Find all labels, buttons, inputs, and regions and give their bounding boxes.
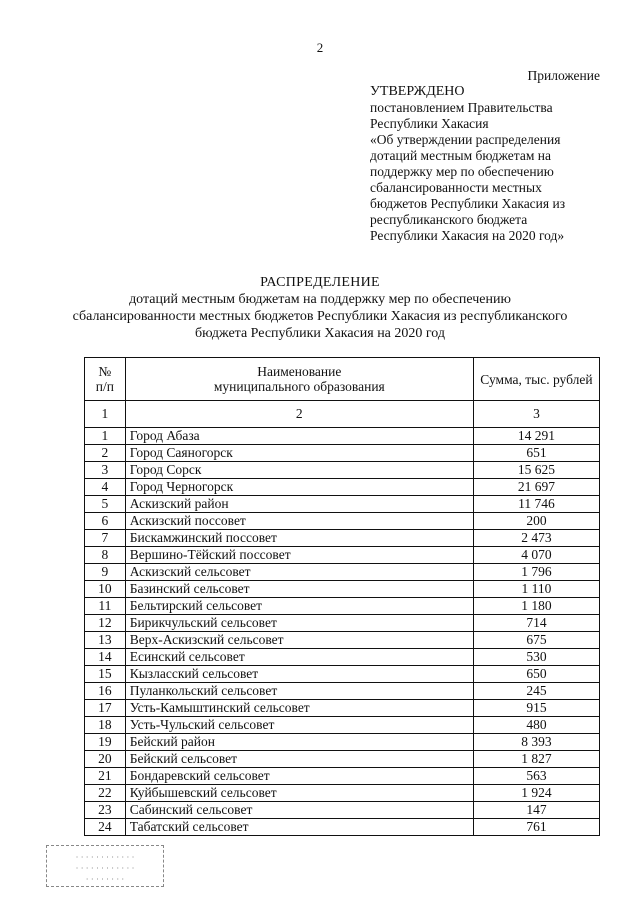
row-sum: 245	[473, 683, 599, 700]
row-number: 24	[85, 819, 126, 836]
row-sum: 761	[473, 819, 599, 836]
row-sum: 563	[473, 768, 599, 785]
approval-line: Республики Хакасия	[370, 116, 489, 131]
table-row	[85, 802, 600, 819]
approval-line: постановлением Правительства	[370, 100, 553, 115]
row-name: Город Сорск	[125, 462, 473, 479]
row-number: 4	[85, 479, 126, 496]
row-number: 1	[85, 428, 126, 445]
column-number: 3	[473, 401, 599, 428]
table-row	[85, 513, 600, 530]
row-name: Куйбышевский сельсовет	[125, 785, 473, 802]
row-name: Аскизский поссовет	[125, 513, 473, 530]
row-sum: 915	[473, 700, 599, 717]
approval-line: бюджетов Республики Хакасия из	[370, 196, 566, 211]
table-row	[85, 547, 600, 564]
row-name: Кызласский сельсовет	[125, 666, 473, 683]
row-name: Пуланкольский сельсовет	[125, 683, 473, 700]
header-number-line2: п/п	[95, 379, 114, 394]
row-sum: 650	[473, 666, 599, 683]
row-sum: 147	[473, 802, 599, 819]
row-sum: 1 924	[473, 785, 599, 802]
row-number: 7	[85, 530, 126, 547]
table-row	[85, 734, 600, 751]
header-name-line2: муниципального образования	[213, 379, 385, 394]
column-number: 2	[125, 401, 473, 428]
appendix-label: Приложение	[527, 68, 600, 83]
row-number: 3	[85, 462, 126, 479]
row-sum: 480	[473, 717, 599, 734]
approval-heading: УТВЕРЖДЕНО	[370, 84, 465, 99]
header-sum: Сумма, тыс. рублей	[473, 358, 599, 401]
row-sum: 651	[473, 445, 599, 462]
approval-line: республиканского бюджета	[370, 212, 528, 227]
row-name: Табатский сельсовет	[125, 819, 473, 836]
row-name: Бейский сельсовет	[125, 751, 473, 768]
row-number: 9	[85, 564, 126, 581]
table-row	[85, 785, 600, 802]
row-number: 23	[85, 802, 126, 819]
table-row	[85, 530, 600, 547]
table-row	[85, 700, 600, 717]
row-sum: 1 827	[473, 751, 599, 768]
row-sum: 11 746	[473, 496, 599, 513]
distribution-subtitle-line: бюджета Республики Хакасия на 2020 год	[194, 326, 446, 341]
row-sum: 200	[473, 513, 599, 530]
stamp-line: · · · · · · · · · · · ·	[75, 864, 135, 873]
row-name: Бельтирский сельсовет	[125, 598, 473, 615]
row-sum: 8 393	[473, 734, 599, 751]
column-number: 1	[85, 401, 126, 428]
row-number: 5	[85, 496, 126, 513]
table-row	[85, 445, 600, 462]
row-number: 21	[85, 768, 126, 785]
row-sum: 14 291	[473, 428, 599, 445]
distribution-table	[84, 357, 600, 836]
row-name: Вершино-Тёйский поссовет	[125, 547, 473, 564]
table-row	[85, 496, 600, 513]
row-number: 2	[85, 445, 126, 462]
page-number: 2	[316, 40, 324, 55]
table-row	[85, 819, 600, 836]
approval-line: дотаций местным бюджетам на	[370, 148, 551, 163]
row-number: 15	[85, 666, 126, 683]
header-number	[85, 358, 126, 401]
table-row	[85, 564, 600, 581]
stamp-line: · · · · · · · · · · · ·	[75, 853, 135, 862]
table-row	[85, 428, 600, 445]
row-number: 6	[85, 513, 126, 530]
approval-line: Республики Хакасия на 2020 год»	[370, 228, 565, 243]
table-row	[85, 666, 600, 683]
row-name: Сабинский сельсовет	[125, 802, 473, 819]
row-name: Верх-Аскизский сельсовет	[125, 632, 473, 649]
row-number: 10	[85, 581, 126, 598]
row-number: 22	[85, 785, 126, 802]
row-sum: 714	[473, 615, 599, 632]
table-row	[85, 462, 600, 479]
row-number: 18	[85, 717, 126, 734]
row-name: Бирикчульский сельсовет	[125, 615, 473, 632]
table-row	[85, 598, 600, 615]
row-number: 20	[85, 751, 126, 768]
header-number-line1: №	[98, 364, 112, 379]
distribution-subtitle-line: дотаций местным бюджетам на поддержку мер по обеспечению	[129, 292, 511, 307]
row-name: Город Абаза	[125, 428, 473, 445]
approval-line: поддержку мер по обеспечению	[370, 164, 554, 179]
table-row	[85, 615, 600, 632]
row-name: Бейский район	[125, 734, 473, 751]
distribution-subtitle-line: сбалансированности местных бюджетов Республики Хакасия из республиканского	[72, 309, 568, 324]
table-row	[85, 649, 600, 666]
row-number: 14	[85, 649, 126, 666]
header-name-line1: Наименование	[257, 364, 342, 379]
row-name: Бондаревский сельсовет	[125, 768, 473, 785]
row-name: Город Черногорск	[125, 479, 473, 496]
row-sum: 675	[473, 632, 599, 649]
table-row	[85, 683, 600, 700]
distribution-heading	[0, 274, 640, 342]
table-row	[85, 717, 600, 734]
table-row	[85, 581, 600, 598]
row-sum: 4 070	[473, 547, 599, 564]
row-number: 16	[85, 683, 126, 700]
table-row	[85, 751, 600, 768]
document-stamp	[46, 845, 164, 887]
column-number-row	[85, 401, 600, 428]
row-name: Усть-Камыштинский сельсовет	[125, 700, 473, 717]
row-sum: 1 796	[473, 564, 599, 581]
table-row	[85, 632, 600, 649]
row-name: Аскизский сельсовет	[125, 564, 473, 581]
row-number: 19	[85, 734, 126, 751]
row-name: Усть-Чульский сельсовет	[125, 717, 473, 734]
row-name: Есинский сельсовет	[125, 649, 473, 666]
row-number: 11	[85, 598, 126, 615]
row-number: 13	[85, 632, 126, 649]
approval-line: «Об утверждении распределения	[370, 132, 561, 147]
table-row	[85, 479, 600, 496]
approval-block	[370, 84, 565, 244]
row-name: Бискамжинский поссовет	[125, 530, 473, 547]
row-sum: 15 625	[473, 462, 599, 479]
table-header-row	[85, 358, 600, 401]
row-number: 17	[85, 700, 126, 717]
row-name: Город Саяногорск	[125, 445, 473, 462]
row-sum: 21 697	[473, 479, 599, 496]
row-sum: 1 110	[473, 581, 599, 598]
row-sum: 2 473	[473, 530, 599, 547]
approval-line: сбалансированности местных	[370, 180, 542, 195]
table-row	[85, 768, 600, 785]
distribution-title: РАСПРЕДЕЛЕНИЕ	[260, 275, 380, 290]
stamp-line: · · · · · · · ·	[85, 875, 125, 884]
row-sum: 530	[473, 649, 599, 666]
header-name	[125, 358, 473, 401]
row-number: 12	[85, 615, 126, 632]
row-number: 8	[85, 547, 126, 564]
row-sum: 1 180	[473, 598, 599, 615]
row-name: Базинский сельсовет	[125, 581, 473, 598]
row-name: Аскизский район	[125, 496, 473, 513]
